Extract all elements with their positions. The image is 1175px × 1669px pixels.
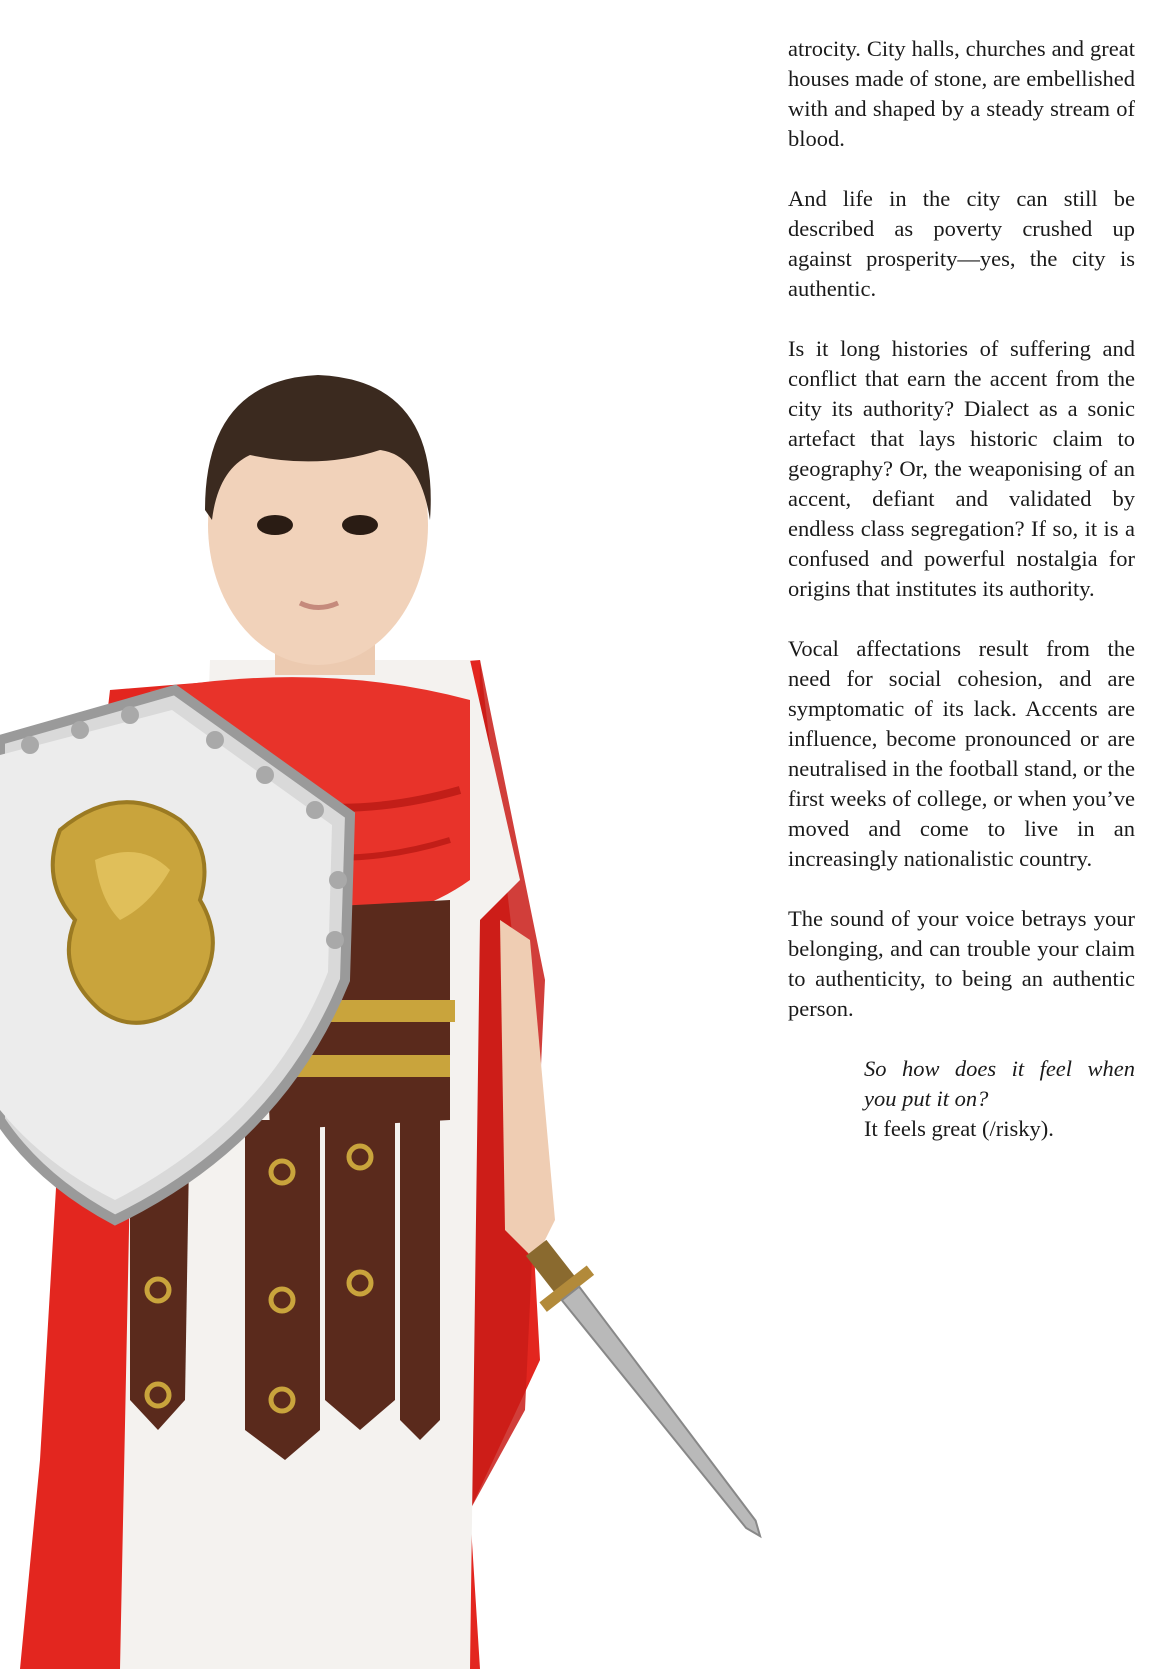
paragraph: Vocal affectations result from the need for social cohesion, and are symptomatic of its lack. Accents are influence, become pronounced or are neutralised in the football stand, or the first weeks of college, or when you’ve moved and come to live in an increasingly nationalistic country. bbox=[788, 636, 1135, 871]
roman-costume-image bbox=[0, 360, 830, 1669]
closing-answer: It feels great (/risky). bbox=[864, 1116, 1054, 1141]
paragraph: atrocity. City halls, churches and great houses made of stone, are embellished with and shaped by a steady stream of blood. bbox=[788, 36, 1135, 151]
costume-child-illustration bbox=[0, 360, 830, 1669]
closing-question-line-1: So how does it feel when bbox=[864, 1056, 1135, 1081]
sword bbox=[512, 1230, 784, 1555]
paragraph: The sound of your voice betrays your belonging, and can trouble your claim to authenticity, to being an authentic person. bbox=[788, 906, 1135, 1021]
closing-question-line-2: you put it on? bbox=[864, 1086, 989, 1111]
paragraph: And life in the city can still be described as poverty crushed up against prosperity—yes, the city is authentic. bbox=[788, 186, 1135, 301]
body-text-column bbox=[788, 34, 1135, 1144]
paragraph: Is it long histories of suffering and conflict that earn the accent from the city its authority? Dialect as a sonic artefact that lays historic claim to geography? Or, the weaponising of an accent, defiant and validated by endless class segregation? If so, it is a confused and powerful nostalgia for origins that institutes its authority. bbox=[788, 336, 1135, 601]
right-arm bbox=[500, 920, 555, 1260]
closing-exchange bbox=[788, 1054, 1135, 1144]
